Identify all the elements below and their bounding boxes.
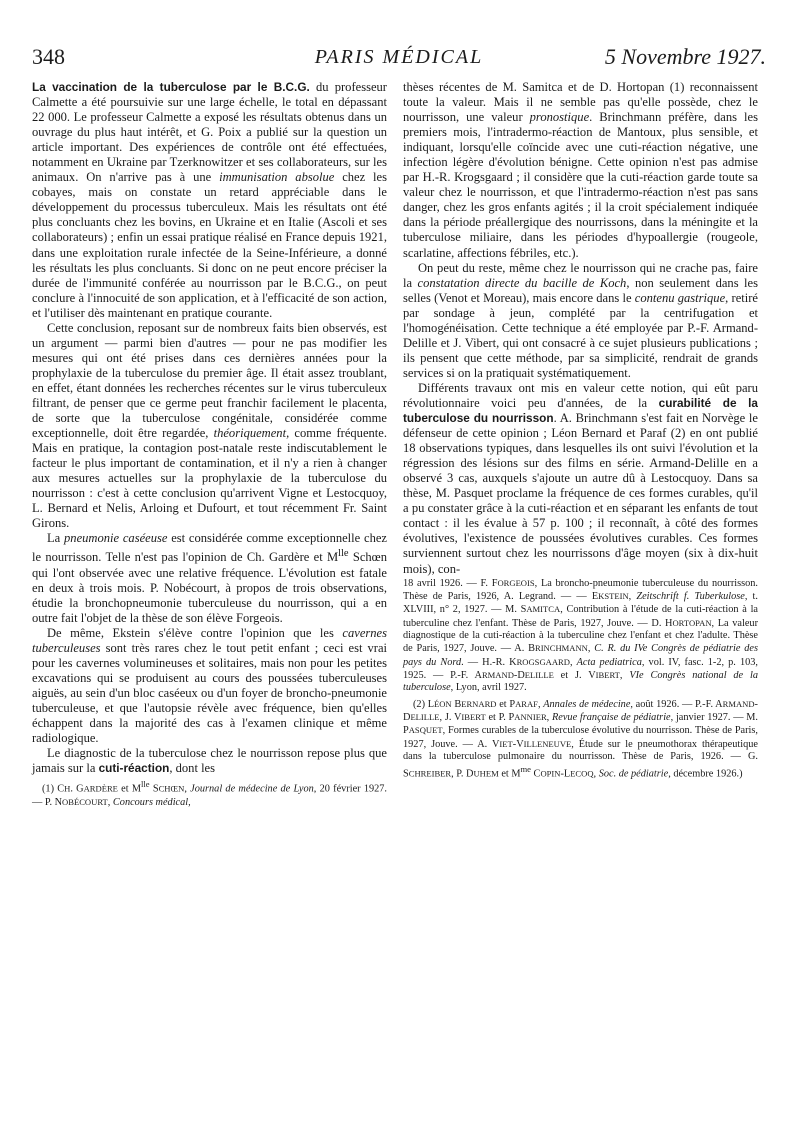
text-run: Différents travaux ont mis en valeur cette notion, qui eût paru révolutionnaire voici peu d'années, de la (403, 380, 758, 410)
text-run: et J. V (553, 669, 596, 681)
small-caps: CHŒN (158, 783, 185, 794)
italic-term: Soc. de pédiatrie (598, 768, 669, 780)
text-run: est considérée comme exceptionnelle chez le nourrisson. Telle n'est pas l'opinion de Ch. Gardère et M (32, 531, 387, 565)
paragraph-conclusion (32, 321, 387, 532)
running-header (32, 44, 766, 74)
italic-term: constatation directe du bacille de Koch (417, 275, 627, 290)
italic-term: Concours médical, (112, 797, 191, 809)
text-run: -V (512, 738, 524, 750)
journal-title: PARIS MÉDICAL (314, 46, 484, 68)
text-run: , retiré par sondage à jeun, complété par la centrifugation et l'homogénéisation. Cette technique a été employée par P.-F. Armand-Delille et J. Vibert, qui ont consacré à ce sujet plusieurs publications ; ils pensent que cette méthode, par sa simplicité, rendrait de grands services si on la pratiquait systématiquement. (403, 290, 758, 380)
small-caps: AMITCA (526, 604, 561, 615)
small-caps: UHEM (473, 768, 499, 779)
small-caps: ARDÈRE (83, 783, 118, 794)
small-caps: ECOQ (570, 768, 594, 779)
bold-term: curabilité de la tuberculose du nourrisson (403, 395, 758, 426)
text-run: La (47, 531, 65, 546)
right-column (403, 80, 758, 781)
text-run: , (619, 669, 630, 681)
text-run: , La broncho-pneumonie tuberculeuse du nourrisson. Thèse de Paris, 1926, A. Legrand. — — E (403, 577, 758, 602)
small-caps: ANNIER (514, 711, 547, 722)
small-caps: ÉON (434, 698, 452, 709)
text-run: , (569, 656, 577, 668)
text-run: , t. XLVIII, n° 2, 1927. — M. S (403, 590, 758, 616)
text-run: et M (498, 768, 521, 780)
small-caps: IBERT (461, 711, 486, 722)
text-run: , Lyon, avril 1927. (450, 682, 527, 694)
text-run: , non seulement dans les selles (Venot et Moreau), mais encore dans le (403, 275, 758, 305)
text-run: , (107, 797, 113, 809)
text-run: chez les cobayes, mais on constate un retard appréciable dans le développement du processus tuberculeux. Mais les résultats ont été plus concluants chez les bovins, en Ukraine et en Italie (Ascoli et ses collaborateurs) ; enfin un essai pratique réalisé en France depuis 1921, dans une exploitation rurale infectée de la Seine-Inférieure, a donné les résultats les plus concluants. Si donc on ne peut encore préciser la durée de l'immunité conférée au nourrisson par le B.C.G., on peut conclure à l'innocuité de son application, et à l'efficacité de son action, et l'utiliser dès maintenant en pratique courante. (32, 170, 387, 320)
paragraph-theses (403, 80, 758, 261)
text-run: , J. V (439, 711, 462, 723)
text-run: . — H.-R. K (461, 656, 517, 668)
paragraph-cavernes (32, 626, 387, 746)
small-caps: ELILLE (410, 711, 440, 722)
text-run: sont très rares chez le tout petit enfant ; ceci est vrai pour les cavernes volumineuses et solitaires, mais non pour les petites excavations qui se produisent au cours des poussées tuberculeuses aiguës, au sein d'un bloc caséeux ou d'un foyer de broncho-pneumonie tuberculeuse, et que l'autopsie révèle avec fréquence, bien qu'elles échappent dans la majorité des cas à l'examen clinique et même radiologique. (32, 640, 387, 746)
italic-term: Revue française de pédiatrie (552, 711, 671, 723)
italic-term: Annales de médecine (543, 698, 631, 710)
italic-term: Journal de médecine de Lyon (190, 783, 314, 795)
issue-date: 5 Novembre 1927. (604, 44, 766, 69)
text-run: , août 1926. — P.-F. A (630, 698, 723, 710)
text-run: du professeur Calmette a été poursuivie sur une large échelle, le total en dépassant 22 000. Le professeur Calmette a exposé les résultats obtenus dans un ouvrage du plus haut intérêt, et G. Poix a publié sur la question un article important. Des expériences de contrôle ont été effectuées, notamment en Ukraine par Tzerknowitzer et ses collaborateurs, sur les animaux. On n'arrive pas à une (32, 80, 387, 185)
footnote-1 (32, 778, 387, 809)
text-run: , (593, 768, 599, 780)
text-run: et M (117, 783, 142, 795)
italic-term: VIe Congrès national de la tuberculose (403, 669, 758, 694)
text-run: (1) C (42, 783, 65, 795)
paragraph-pneumonie (32, 531, 387, 625)
paragraph-curabilite (403, 381, 758, 577)
text-run: On peut du reste, même chez le nourrisson qui ne crache pas, faire la (403, 260, 758, 290)
text-run: -D (403, 698, 758, 723)
text-run: C (530, 768, 541, 780)
small-caps: RMAND (481, 669, 514, 680)
text-run: et P (496, 698, 516, 710)
text-run: B (451, 698, 462, 710)
small-caps: OBÉCOURT (62, 797, 108, 808)
bold-term: La vaccination de la tuberculose par le B.C.G. (32, 80, 310, 94)
italic-term: immunisation absolue (219, 170, 335, 185)
text-run: S (149, 783, 159, 795)
small-caps: RINCHMANN (534, 643, 588, 654)
small-caps: ASQUET (408, 725, 443, 736)
small-caps: OPIN (540, 768, 561, 779)
text-run: , Contribution à l'étude de la cuti-réaction à la tuberculine chez l'enfant. Thèse de Paris, 1927, Jouve. — D. H (403, 604, 758, 629)
small-caps: ARAF (515, 698, 538, 709)
paragraph-diagnostic (32, 746, 387, 776)
small-caps: H (64, 783, 71, 794)
small-caps: ELILLE (524, 669, 554, 680)
italic-term: Zeitschrift f. Tuberkulose (636, 590, 745, 602)
text-run: Le diagnostic de la tuberculose chez le nourrisson repose plus que jamais sur la (32, 746, 387, 776)
text-run: , vol. IV, fasc. 1-2, p. 103, 1925. — P.-F. A (403, 656, 758, 681)
text-run: , (546, 711, 552, 723)
superscript: lle (338, 548, 349, 560)
text-run: -L (560, 768, 571, 780)
italic-term: C. R. du IVe Congrès de pédiatrie des pays du Nord (403, 643, 758, 668)
text-run: et P. P (485, 711, 515, 723)
small-caps: KSTEIN (598, 590, 629, 601)
text-run: , Formes curables de la tuberculose évolutive du nourrisson. Thèse de Paris, 1927, Jouve. — A. V (403, 725, 758, 750)
text-run: -D (513, 669, 525, 681)
text-run: , La valeur diagnostique de la cuti-réaction à la tuberculine chez l'enfant et chez l'adulte. Thèse de Paris, 1927, Jouve. — A. B (403, 617, 759, 655)
page-number: 348 (32, 44, 65, 69)
superscript: lle (141, 779, 150, 790)
text-run: , (537, 698, 544, 710)
text-run: De même, Ekstein s'élève contre l'opinion que les (47, 625, 343, 640)
text-run: , 20 février 1927. — P. N (32, 783, 387, 809)
text-run: Cette conclusion, reposant sur de nombreux faits bien observés, est un argument — parmi bien d'autres — pour ne pas modifier les mesures qui ont été prises dans ces dernières années pour la prophylaxie de la tuberculose du premier âge. Il était assez troublant, en effet, étant données les recherches récentes sur le virus tuberculeux filtrant, de penser que ce germe peut franchir facilement le placenta, de sorte que la tuberculose congénitale, considérée comme exceptionnelle, doit être regardée, (32, 320, 387, 441)
small-caps: IBERT (595, 669, 620, 680)
paragraph-bcg (32, 80, 387, 321)
text-run: , Étude sur le pneumothorax thérapeutique dans la tuberculose pulmonaire du nourrisson. Thèse de Paris, 1926. — G. S (403, 738, 758, 780)
text-run: , janvier 1927. — M. P (403, 711, 758, 737)
text-run: (2) L (413, 698, 434, 710)
text-run: , (628, 590, 637, 602)
italic-term: théoriquement, (213, 426, 290, 441)
text-run: . Brinchmann préfère, dans les premiers mois, l'intradermo-réaction de Mantoux, plus sensible, et indiquant, lorsqu'elle coïncide avec une cuti-réaction négative, une infection légère d'évolution bénigne. Cette opinion n'est pas admise par H.-R. Krogsgaard ; il considère que la cuti-réaction garde toute sa valeur chez le nourrisson, et que l'intradermo-réaction n'est pas sans danger, chez les gros enfants agités ; il la croit spécialement indiquée dans la période préallergique des nourrissons, dans la méningite et la tuberculose miliaire, dans les périodes d'hypoallergie (rougeole, scarlatine, affections fébriles, etc.). (403, 110, 758, 260)
small-caps: ILLENEUVE (523, 738, 572, 749)
text-run: , (587, 643, 595, 655)
text-run: , P. D (451, 768, 474, 780)
text-run: . A. Brinchmann s'est fait en Norvège le défenseur de cette opinion ; Léon Bernard et Paraf (2) en ont publié 18 observations typiques, dans lesquelles ils ont suivi l'évolution et la régression des lésions sur des films en série. Armand-Delille en a observé 3 cas, auxquels s'ajoute un autre dû à Lestocquoy. Dans sa thèse, M. Pasquet proclame la fréquence de ces formes curables, qu'il a pu constater grâce à la cuti-réaction et en séparant les enfants de tout contact : il les évalue à 57 p. 100 ; il reconnaît, à côté des formes évolutives, l'existence de poussées évolutives curables. Ces formes surviennent surtout chez les nourrissons d'âge moyen (six à dix-huit mois), con- (403, 411, 758, 576)
text-run: . G (70, 783, 84, 795)
text-run: Schœn qui l'ont observée avec une relative fréquence. L'évolution est fatale en deux à trois mois. P. Nobécourt, à propos de trois observations, étudie la bronchopneumonie tuberculeuse du nourrisson, qui a en outre fait l'objet de la thèse de son élève Forgeois. (32, 550, 387, 625)
text-run: , dont les (169, 761, 216, 776)
left-column (32, 80, 387, 809)
small-caps: IET (499, 738, 513, 749)
footnote-1-continued (403, 577, 758, 782)
italic-term: pronostique (529, 110, 590, 125)
text-run: , (184, 783, 191, 795)
small-caps: ORTOPAN (672, 617, 712, 628)
bold-term: cuti-réaction (98, 761, 170, 776)
italic-term: pneumonie caséeuse (64, 531, 168, 546)
text-run: 18 avril 1926. — F. F (403, 577, 498, 589)
small-caps: ROGSGAARD (516, 656, 570, 667)
text-run: thèses récentes de M. Samitca et de D. Hortopan (1) reconnaissent toute la valeur. Mais il ne semble pas qu'elle possède, chez le nourrisson, une valeur (403, 80, 758, 125)
small-caps: ERNARD (461, 698, 497, 709)
italic-term: contenu gastrique (634, 290, 726, 305)
paragraph-bacille (403, 261, 758, 381)
italic-term: cavernes tuberculeuses (32, 625, 387, 655)
text-run: , décembre 1926.) (668, 768, 743, 780)
small-caps: RMAND (722, 698, 755, 709)
superscript: me (520, 764, 531, 775)
small-caps: CHREIBER (408, 768, 452, 779)
italic-term: Acta pediatrica (576, 656, 642, 668)
small-caps: ORGEOIS (497, 577, 535, 588)
text-run: comme fréquente. Mais en pratique, la contagion post-natale reste indiscutablement le facteur le plus important de contamination, et il n'y a rien à changer aux mesures actuelles sur la prophylaxie de la tuberculose du nourrisson : c'est à cette conclusion qu'arrivent Vigne et Lestocquoy, L. Bernard et Nelis, Arloing et Dufourt, et tout récemment Fr. Saint Girons. (32, 426, 387, 531)
